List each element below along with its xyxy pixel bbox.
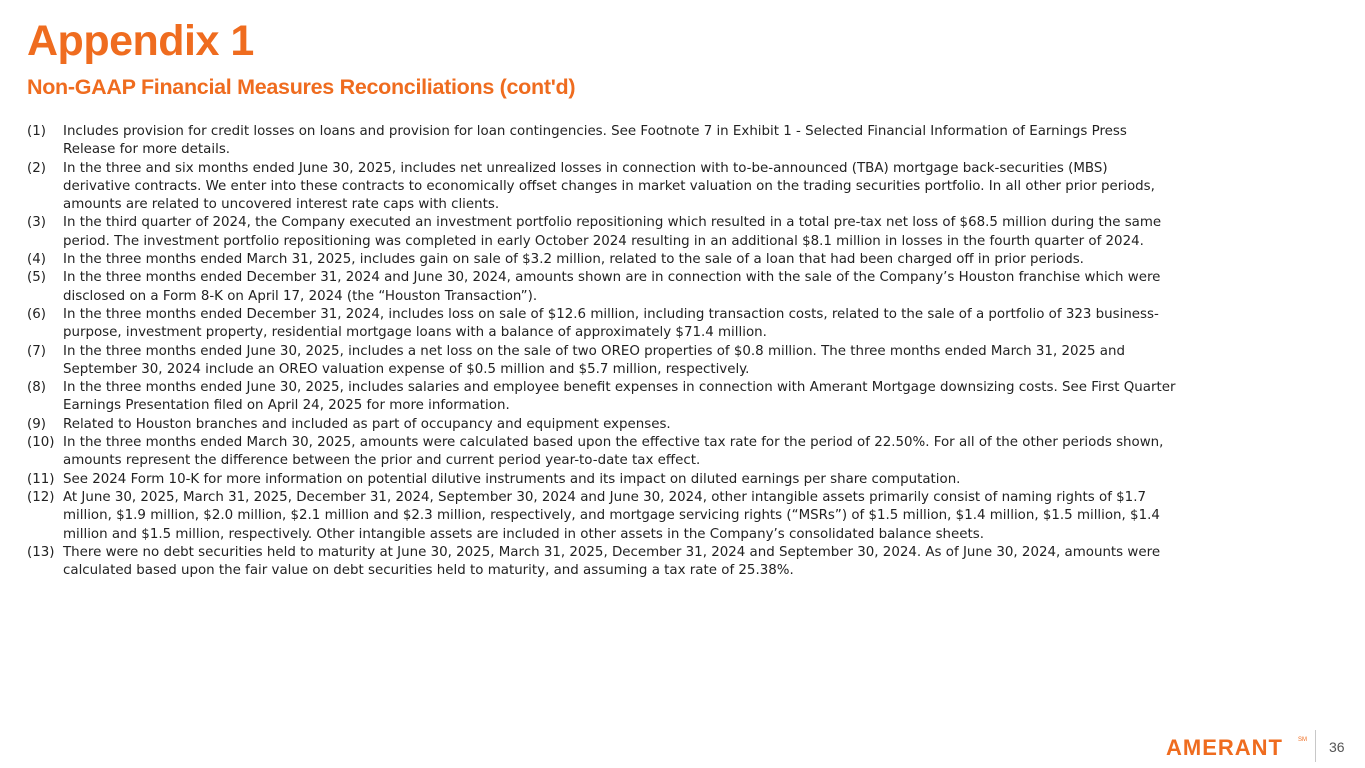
footnote-number: (13)	[27, 544, 55, 560]
footnote-2	[27, 160, 1337, 215]
footnote-8	[27, 379, 1337, 416]
footnote-line: Earnings Presentation filed on April 24, 2025 for more information.	[63, 398, 510, 414]
footnote-number: (3)	[27, 215, 46, 231]
footnote-line: amounts are related to uncovered interest rate caps with clients.	[63, 197, 500, 213]
footnote-line: In the three months ended June 30, 2025, includes a net loss on the sale of two OREO properties of $0.8 million. The three months ended March 31, 2025 and	[63, 343, 1125, 359]
service-mark: SM	[1298, 737, 1307, 743]
footnote-line: In the three months ended December 31, 2024 and June 30, 2024, amounts shown are in connection with the sale of the Company’s Houston franchise which were	[63, 270, 1161, 286]
footnote-line: Includes provision for credit losses on loans and provision for loan contingencies. See Footnote 7 in Exhibit 1 - Selected Financial Information of Earnings Press	[63, 124, 1127, 139]
footnote-line: Related to Houston branches and included as part of occupancy and equipment expenses.	[63, 416, 671, 432]
footnote-line: calculated based upon the fair value on debt securities held to maturity, and assuming a tax rate of 25.38%.	[63, 563, 794, 579]
footnote-number: (10)	[27, 435, 55, 451]
footnote-text	[63, 343, 1337, 380]
footnote-number: (12)	[27, 489, 55, 505]
page-subtitle: Non-GAAP Financial Measures Reconciliations (cont'd)	[27, 75, 576, 99]
footnote-line: In the three months ended March 30, 2025, amounts were calculated based upon the effective tax rate for the period of 22.50%. For all of the other periods shown,	[63, 435, 1164, 451]
footnote-line: million, $1.9 million, $2.0 million, $2.1 million and $2.3 million, respectively, and mortgage servicing rights (“MSRs”) of $1.5 million, $1.4 million, $1.5 million, $1.4	[63, 508, 1160, 524]
footnote-number: (1)	[27, 124, 46, 139]
footnote-line: Release for more details.	[63, 142, 231, 158]
footnote-list	[27, 123, 1337, 580]
footnote-number: (9)	[27, 416, 46, 432]
footnote-number: (4)	[27, 252, 46, 268]
footnote-text	[63, 434, 1337, 471]
footnote-number: (6)	[27, 306, 46, 322]
footnote-text	[63, 269, 1337, 306]
footnote-line: At June 30, 2025, March 31, 2025, December 31, 2024, September 30, 2024 and June 30, 2024, other intangible assets primarily consist of naming rights of $1.7	[63, 489, 1146, 505]
footnote-4	[27, 251, 1337, 269]
footnote-7	[27, 343, 1337, 380]
footnote-line: September 30, 2024 include an OREO valuation expense of $0.5 million and $5.7 million, respectively.	[63, 361, 750, 377]
page-number: 36	[1329, 739, 1345, 755]
footnote-text	[63, 379, 1337, 416]
footnote-3	[27, 214, 1337, 251]
footnote-1	[27, 123, 1337, 160]
footnote-9	[27, 416, 1337, 434]
footnote-text	[63, 416, 1337, 434]
footnote-text	[63, 160, 1337, 215]
footnote-line: amounts represent the difference between the prior and current period year-to-date tax effect.	[63, 453, 701, 469]
footnote-line: See 2024 Form 10-K for more information on potential dilutive instruments and its impact on diluted earnings per share computation.	[63, 471, 961, 487]
footnote-number: (2)	[27, 160, 46, 176]
footnote-text	[63, 489, 1337, 544]
footnote-line: In the three months ended June 30, 2025, includes salaries and employee benefit expenses in connection with Amerant Mortgage downsizing costs. See First Quarter	[63, 380, 1176, 396]
footnote-line: In the third quarter of 2024, the Company executed an investment portfolio repositioning which resulted in a total pre-tax net loss of $68.5 million during the same	[63, 215, 1162, 231]
footnote-line: In the three and six months ended June 30, 2025, includes net unrealized losses in connection with to-be-announced (TBA) mortgage back-securities (MBS)	[63, 160, 1108, 176]
footnote-line: period. The investment portfolio repositioning was completed in early October 2024 resulting in an additional $8.1 million in losses in the fourth quarter of 2024.	[63, 233, 1144, 249]
footnote-11	[27, 471, 1337, 489]
footnote-number: (5)	[27, 270, 46, 286]
footnote-line: purpose, investment property, residential mortgage loans with a balance of approximately $71.4 million.	[63, 325, 767, 341]
footnote-line: derivative contracts. We enter into these contracts to economically offset changes in market valuation on the trading securities portfolio. In all other prior periods,	[63, 178, 1155, 194]
page-title: Appendix 1	[27, 17, 254, 65]
footnote-text	[63, 214, 1337, 251]
page-footer	[1166, 730, 1356, 762]
footnote-line: million and $1.5 million, respectively. Other intangible assets are included in other assets in the Company’s consolidated balance sheets.	[63, 526, 984, 542]
footnote-line: disclosed on a Form 8-K on April 17, 2024 (the “Houston Transaction”).	[63, 288, 538, 304]
footnote-5	[27, 269, 1337, 306]
footnote-number: (7)	[27, 343, 46, 359]
footnote-number: (8)	[27, 380, 46, 396]
footnote-text	[63, 306, 1337, 343]
footnote-text	[63, 471, 1337, 489]
footnote-line: In the three months ended March 31, 2025, includes gain on sale of $3.2 million, related to the sale of a loan that had been charged off in prior periods.	[63, 252, 1084, 268]
footnote-10	[27, 434, 1337, 471]
footnote-12	[27, 489, 1337, 544]
footnote-line: There were no debt securities held to maturity at June 30, 2025, March 31, 2025, December 31, 2024 and September 30, 2024. As of June 30, 2024, amounts were	[63, 544, 1161, 560]
footnote-number: (11)	[27, 471, 55, 487]
footnote-13	[27, 544, 1337, 581]
footnote-text	[63, 251, 1337, 269]
footnote-line: In the three months ended December 31, 2024, includes loss on sale of $12.6 million, including transaction costs, related to the sale of a portfolio of 323 business-	[63, 306, 1159, 322]
footer-divider	[1315, 730, 1316, 762]
footnote-text	[63, 123, 1337, 160]
footnote-text	[63, 544, 1337, 581]
footnote-6	[27, 306, 1337, 343]
amerant-logo: AMERANT	[1166, 735, 1283, 760]
